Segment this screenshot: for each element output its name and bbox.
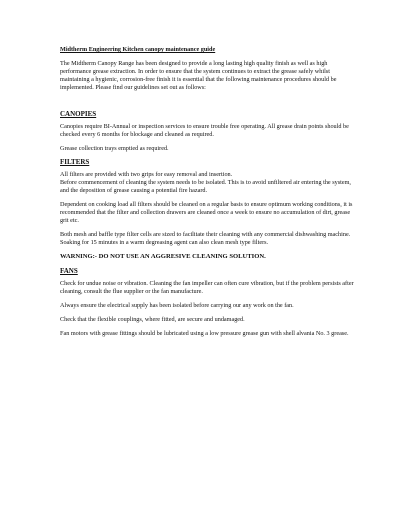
document-title: Midtherm Engineering Kitchen canopy maintenance guide: [60, 46, 216, 53]
fans-paragraph-1: Check for undue noise or vibration. Cleaning the fan impeller can often cure vibration, but if the problem persists after cleaning, consult the flue supplier or the fan manufacture.: [60, 280, 354, 296]
section-heading-filters: FILTERS: [60, 158, 90, 167]
filters-paragraph-4: Both mesh and baffle type filter cells are sized to facilitate their cleaning with any commercial dishwashing machine. Soaking for 15 minutes in a warm degreasing agent can also clean mesh type filters.: [60, 231, 351, 246]
fans-paragraph-2: Always ensure the electrical supply has been isolated before carrying our any work on the fan.: [60, 302, 294, 310]
fans-paragraph-4: Fan motors with grease fittings should be lubricated using a low pressure grease gun with shell alvania No. 3 grease.: [60, 330, 349, 338]
canopies-paragraph-2: Grease collection trays emptied as required.: [60, 144, 169, 152]
intro-paragraph: The Midtherm Canopy Range has been designed to provide a long lasting high quality finish as well as high performance grease extraction. In order to ensure that the system continues to extract the grease safely whilst maintaining a hygienic, corrosion-free finish it is essential that the following maintenance procedures should be implemented. Please find our guidelines set out as follows:: [60, 59, 337, 91]
filters-warning: WARNING:- DO NOT USE AN AGGRESIVE CLEANING SOLUTION.: [60, 252, 266, 260]
filters-paragraph-1: All filters are provided with two grips for easy removal and insertion.: [60, 171, 233, 179]
filters-paragraph-3: Dependent on cooking load all filters should be cleaned on a regular basis to ensure optimum working conditions, it is recommended that the filter and collection drawers are cleaned once a week to ensure no accumulation of dirt, grease grit etc.: [60, 201, 353, 225]
section-heading-canopies: CANOPIES: [60, 109, 97, 118]
section-heading-fans: FANS: [60, 267, 78, 276]
document-page: [60, 46, 360, 344]
filters-paragraph-2: Before commencement of cleaning the system needs to be isolated. This is to avoid unfiltered air entering the system, and the deposition of grease causing a potential fire hazard.: [60, 179, 351, 195]
fans-paragraph-3: Check that the flexible couplings, where fitted, are secure and undamaged.: [60, 316, 245, 324]
canopies-paragraph-1: Canopies require BI-Annual or inspection services to ensure trouble free operating. All grease drain points should be checked every 6 months for blockage and cleaned as required.: [60, 122, 349, 138]
